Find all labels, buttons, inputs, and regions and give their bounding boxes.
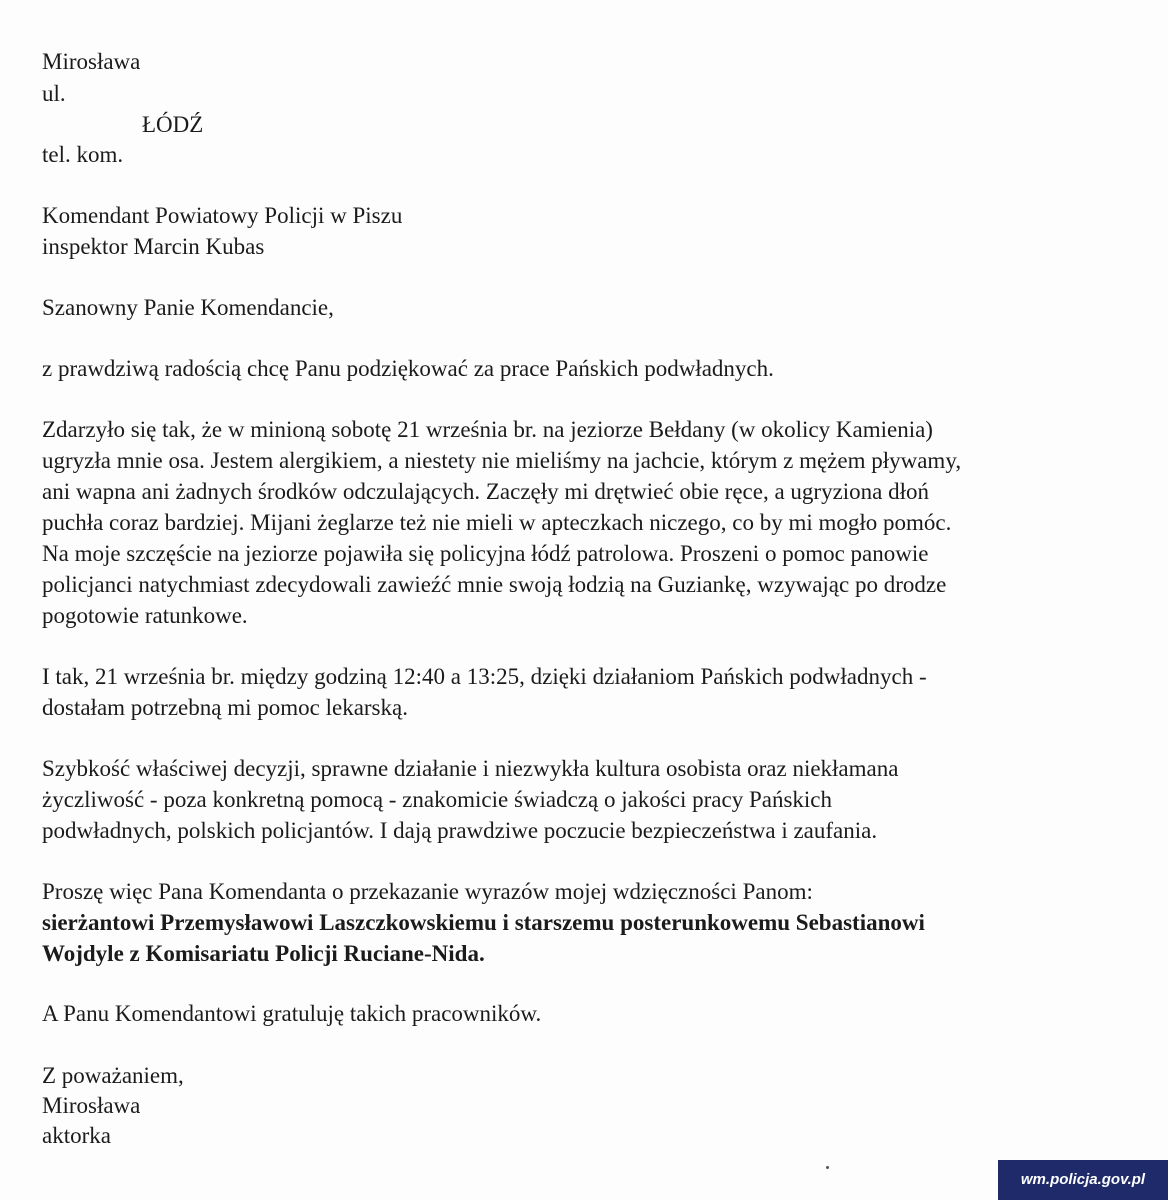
paragraph-4-line: podwładnych, polskich policjantów. I dają prawdziwe poczucie bezpieczeństwa i zaufania. — [42, 818, 878, 843]
paragraph-2-line: puchła coraz bardziej. Mijani żeglarze też nie mieli w apteczkach niczego, co by mi mogło pomóc. — [42, 510, 952, 535]
paragraph-2-line: Zdarzyło się tak, że w minioną sobotę 21 września br. na jeziorze Bełdany (w okolicy Kamienia) — [42, 417, 933, 442]
paragraph-4-line: Szybkość właściwej decyzji, sprawne działanie i niezwykła kultura osobista oraz niekłamana — [42, 756, 899, 781]
paragraph-6-line: A Panu Komendantowi gratuluję takich pracowników. — [42, 1001, 542, 1026]
sender-street: ul. — [42, 81, 66, 106]
sender-name: Mirosława — [42, 49, 141, 74]
officer-names-line: sierżantowi Przemysławowi Laszczkowskiemu i starszemu posterunkowemu Sebastianowi — [42, 910, 925, 935]
source-watermark: wm.policja.gov.pl — [998, 1160, 1168, 1200]
paragraph-3-line: dostałam potrzebną mi pomoc lekarską. — [42, 695, 408, 720]
sender-city: ŁÓDŹ — [142, 112, 204, 137]
paragraph-2-line: ani wapna ani żadnych środków odczulających. Zaczęły mi drętwieć obie ręce, a ugryziona dłoń — [42, 479, 930, 504]
recipient-name: inspektor Marcin Kubas — [42, 234, 265, 259]
sender-phone: tel. kom. — [42, 142, 124, 167]
closing-salutation: Z poważaniem, — [42, 1063, 184, 1088]
officer-names-line: Wojdyle z Komisariatu Policji Ruciane-Nida. — [42, 941, 485, 966]
closing-signature-role: aktorka — [42, 1123, 111, 1148]
paragraph-1-line: z prawdziwą radością chcę Panu podziękować za prace Pańskich podwładnych. — [42, 356, 774, 381]
closing-signature-name: Mirosława — [42, 1093, 141, 1118]
paragraph-3-line: I tak, 21 września br. między godziną 12:40 a 13:25, dzięki działaniom Pańskich podwładnych - — [42, 664, 927, 689]
paragraph-4-line: życzliwość - poza konkretną pomocą - znakomicie świadczą o jakości pracy Pańskich — [42, 787, 832, 812]
paragraph-2-line: Na moje szczęście na jeziorze pojawiła się policyjna łódź patrolowa. Proszeni o pomoc panowie — [42, 541, 929, 566]
recipient-title: Komendant Powiatowy Policji w Piszu — [42, 203, 403, 228]
paragraph-2-line: ugryzła mnie osa. Jestem alergikiem, a niestety nie mieliśmy na jachcie, którym z mężem pływamy, — [42, 448, 962, 473]
greeting: Szanowny Panie Komendancie, — [42, 295, 334, 320]
paragraph-5-line: Proszę więc Pana Komendanta o przekazanie wyrazów mojej wdzięczności Panom: — [42, 879, 813, 904]
paragraph-2-line: policjanci natychmiast zdecydowali zawieźć mnie swoją łodzią na Guziankę, wzywając po drodze — [42, 572, 947, 597]
scan-speck — [826, 1166, 829, 1169]
paragraph-2-line: pogotowie ratunkowe. — [42, 603, 248, 628]
